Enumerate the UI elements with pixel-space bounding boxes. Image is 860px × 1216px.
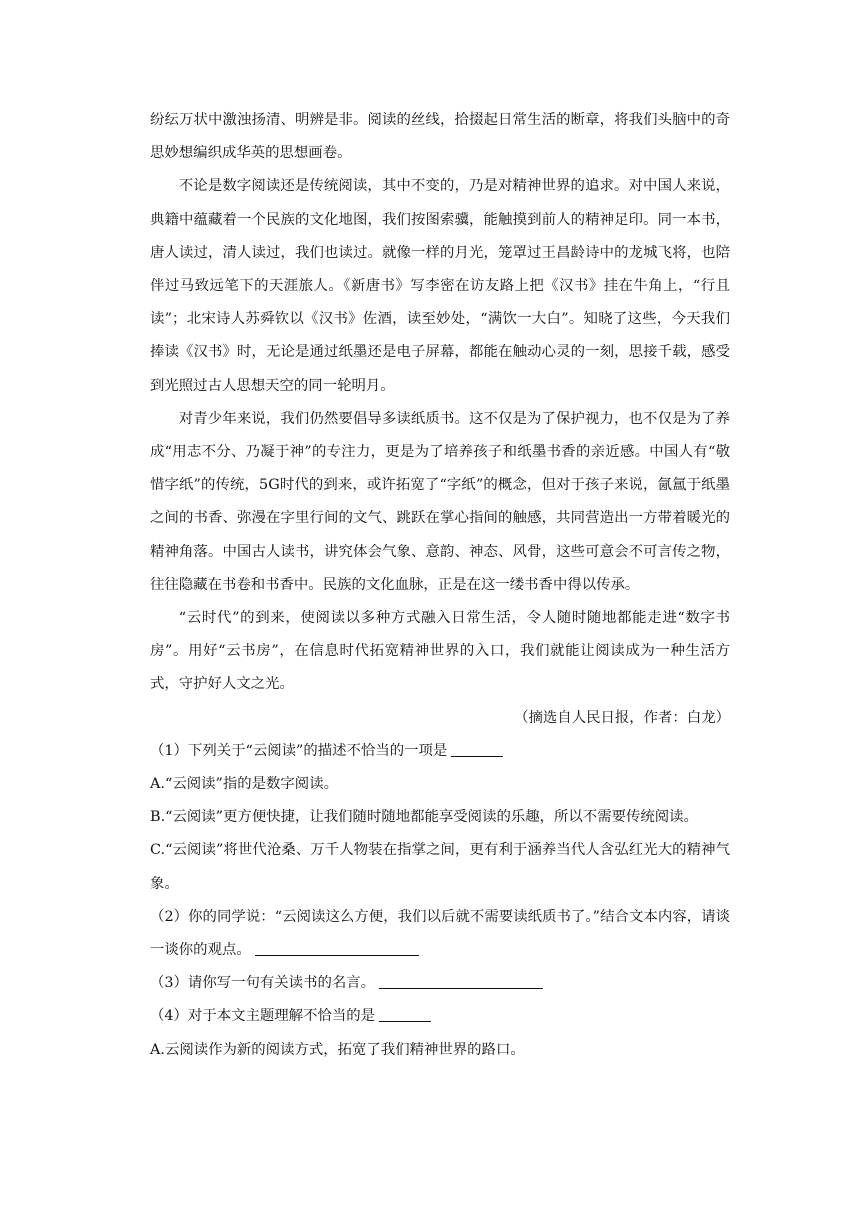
- question-1-option-c: C.“云阅读”将世代沧桑、万千人物装在指掌之间，更有利于涵养当代人含弘红光大的精神气象。: [150, 842, 730, 892]
- answer-blank-1[interactable]: [451, 741, 503, 756]
- question-3-text: （3）请你写一句有关读书的名言。: [150, 975, 376, 992]
- answer-blank-2[interactable]: [255, 941, 419, 956]
- question-1-option-b: B.“云阅读”更方便快捷，让我们随时随地都能享受阅读的乐趣，所以不需要传统阅读。: [150, 809, 698, 826]
- article-paragraph-3: “云时代”的到来，使阅读以多种方式融入日常生活，令人随时随地都能走进“数字书房”。用好“云书房”，在信息时代拓宽精神世界的入口，我们就能让阅读成为一种生活方式，守护好人文之光。: [150, 610, 730, 693]
- question-3: [150, 967, 730, 1000]
- article-paragraph-2: 对青少年来说，我们仍然要倡导多读纸质书。这不仅是为了保护视力，也不仅是为了养成“用志不分、乃凝于神”的专注力，更是为了培养孩子和纸墨书香的亲近感。中国人有“敬惜字纸”的传统，5G时代的到来，或许拓宽了“字纸”的概念，但对于孩子来说，氤氲于纸墨之间的书香、弥漫在字里行间的文气、跳跃在掌心指间的触感，共同营造出一方带着暖光的精神角落。中国古人读书，讲究体会气象、意韵、神态、风骨，这些可意会不可言传之物，往往隐藏在书卷和书香中。民族的文化血脉，正是在这一缕书香中得以传承。: [150, 410, 730, 593]
- question-2-text: （2）你的同学说：“云阅读这么方便，我们以后就不需要读纸质书了。”结合文本内容，请谈一谈你的观点。: [150, 908, 730, 959]
- question-4: [150, 1000, 730, 1033]
- question-1: [150, 735, 730, 768]
- question-1-text: （1）下列关于“云阅读”的描述不恰当的一项是: [150, 742, 448, 759]
- article-paragraph-0: 纷纭万状中激浊扬清、明辨是非。阅读的丝线，拾掇起日常生活的断章，将我们头脑中的奇思妙想编织成华英的思想画卷。: [150, 112, 730, 162]
- question-1-option-a: A.“云阅读”指的是数字阅读。: [150, 776, 338, 793]
- document-page: [150, 104, 730, 1067]
- question-4-text: （4）对于本文主题理解不恰当的是: [150, 1008, 376, 1025]
- question-2: [150, 901, 730, 967]
- answer-blank-3[interactable]: [379, 974, 543, 989]
- answer-blank-4[interactable]: [379, 1007, 431, 1022]
- question-4-option-a: A.云阅读作为新的阅读方式，拓宽了我们精神世界的路口。: [150, 1041, 525, 1058]
- article-source: （摘选自人民日报，作者：白龙）: [514, 709, 730, 726]
- article-paragraph-1: 不论是数字阅读还是传统阅读，其中不变的，乃是对精神世界的追求。对中国人来说，典籍中蕴藏着一个民族的文化地图，我们按图索骥，能触摸到前人的精神足印。同一本书，唐人读过，清人读过，我们也读过。就像一样的月光，笼罩过王昌龄诗中的龙城飞将，也陪伴过马致远笔下的天涯旅人。《新唐书》写李密在访友路上把《汉书》挂在牛角上，“行且读”；北宋诗人苏舜钦以《汉书》佐酒，读至妙处，“满饮一大白”。知晓了这些，今天我们捧读《汉书》时，无论是通过纸墨还是电子屏幕，都能在触动心灵的一刻，思接千载，感受到光照过古人思想天空的同一轮明月。: [150, 178, 730, 394]
